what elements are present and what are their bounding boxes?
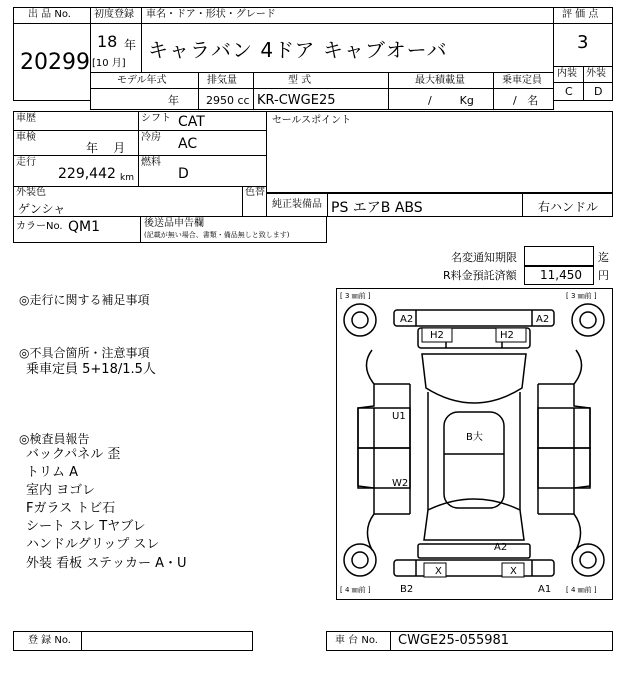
color-no-value: QM1 <box>68 219 101 235</box>
steering-value: 右ハンドル <box>538 200 599 214</box>
damage-mark: X <box>510 566 517 577</box>
inspector-line: 外装 看板 ステッカー A・U <box>26 556 187 571</box>
front-left-wheel <box>344 304 376 336</box>
tire-depth-front-left: [ 3 ㎜前 ] <box>340 292 371 300</box>
name-change-box <box>524 246 594 266</box>
type-label: 型 式 <box>288 75 312 86</box>
damage-mark: B2 <box>400 584 414 595</box>
car-name-label: 車名・ドア・形状・グレード <box>146 9 276 20</box>
history-label: 車歴 <box>16 113 36 124</box>
inspector-line: ハンドルグリップ スレ <box>26 537 160 552</box>
aftermarket-note: (記載が無い場合、書類・備品無しと致します) <box>144 231 290 239</box>
damage-mark: A2 <box>494 542 508 553</box>
interior-label: 内装 <box>557 68 577 79</box>
right-side-profile <box>574 350 590 550</box>
displacement-value: 2950 cc <box>206 94 250 107</box>
rear-face <box>418 544 530 558</box>
damage-mark: W2 <box>392 478 409 489</box>
fuel-value: D <box>178 166 189 182</box>
equipment-value: PS エアB ABS <box>331 200 423 216</box>
aircon-label: 冷房 <box>141 132 161 143</box>
name-change-suffix: 迄 <box>598 251 609 264</box>
lot-label: 出 品 No. <box>28 9 71 20</box>
equipment-label: 純正装備品 <box>272 199 322 210</box>
inspector-line: シート スレ Tヤブレ <box>26 519 146 534</box>
model-year-unit: 年 <box>168 94 179 107</box>
roof <box>444 412 504 508</box>
tire-depth-rear-right: [ 4 ㎜前 ] <box>566 586 597 594</box>
vehicle-diagram <box>336 288 613 600</box>
max-load-value: / Kg <box>428 94 474 107</box>
recycle-label: R料金預託済額 <box>443 269 517 282</box>
first-reg-label: 初度登録 <box>94 9 134 20</box>
driving-notes-title: ◎走行に関する補足事項 <box>19 293 150 307</box>
damage-mark: B大 <box>466 432 483 443</box>
capacity-label: 乗車定員 <box>502 75 542 86</box>
max-load-label: 最大積載量 <box>415 75 465 86</box>
displacement-label: 排気量 <box>207 75 237 86</box>
inspection-label: 車検 <box>16 132 36 143</box>
first-reg-year: 18 <box>97 32 118 51</box>
mileage-value: 229,442 <box>58 166 116 182</box>
mileage-label: 走行 <box>16 157 36 168</box>
color-no-label: カラーNo. <box>16 221 63 232</box>
right-door-lower <box>538 448 590 488</box>
score-label: 評 価 点 <box>562 9 599 20</box>
recycle-value: 11,450 <box>540 268 582 282</box>
sales-points-label: セールスポイント <box>272 115 352 126</box>
name-change-label: 名変通知期限 <box>451 251 517 264</box>
defects-line: 乗車定員 5+18/1.5人 <box>26 362 156 377</box>
damage-mark: H2 <box>430 330 444 341</box>
exterior-label: 外装 <box>586 68 606 79</box>
inspector-line: 室内 ヨゴレ <box>26 483 96 498</box>
interior-grade: C <box>565 85 573 98</box>
damage-mark: A2 <box>536 314 550 325</box>
right-door-upper <box>538 408 590 448</box>
exterior-color-label: 外装色 <box>16 187 46 198</box>
inspector-title: ◎検査員報告 <box>19 432 90 446</box>
damage-mark: H2 <box>500 330 514 341</box>
reg-no-label: 登 録 No. <box>28 635 71 646</box>
type-code: KR-CWGE25 <box>257 93 336 108</box>
windshield <box>422 354 526 403</box>
damage-mark: U1 <box>392 411 406 422</box>
exterior-color-value: ゲンシャ <box>18 202 66 216</box>
mileage-unit: km <box>120 173 134 183</box>
aftermarket-label: 後送品申告欄 <box>144 218 204 229</box>
model-year-label: モデル年式 <box>117 75 167 86</box>
tire-depth-rear-left: [ 4 ㎜前 ] <box>340 586 371 594</box>
inspector-line: Fガラス トビ石 <box>26 501 116 516</box>
chassis-number: CWGE25-055981 <box>398 633 510 648</box>
lot-number: 20299 <box>20 50 90 75</box>
details-left <box>13 111 267 187</box>
rear-window <box>424 499 524 540</box>
aircon-value: AC <box>178 136 198 152</box>
shift-value: CAT <box>178 114 205 130</box>
left-side-profile <box>358 350 374 550</box>
exterior-grade: D <box>594 85 603 98</box>
damage-mark: A1 <box>538 584 552 595</box>
shift-label: シフト <box>141 113 171 124</box>
damage-mark: A2 <box>400 314 414 325</box>
inspector-line: トリム A <box>26 465 79 480</box>
inspection-value: 年 月 <box>86 141 126 155</box>
front-right-wheel <box>572 304 604 336</box>
score-value: 3 <box>577 32 589 53</box>
inspector-line: バックパネル 歪 <box>26 447 121 462</box>
defects-title: ◎不具合箇所・注意事項 <box>19 346 150 360</box>
damage-mark: X <box>435 566 442 577</box>
tire-depth-front-right: [ 3 ㎜前 ] <box>566 292 597 300</box>
capacity-value: / 名 <box>513 94 539 107</box>
repaint-label: 色替 <box>245 187 265 198</box>
car-name: キャラバン 4ドア キャブオーバ <box>148 38 448 62</box>
year-unit: 年 <box>124 38 137 52</box>
chassis-label: 車 台 No. <box>335 635 378 646</box>
recycle-unit: 円 <box>598 269 609 282</box>
rear-bumper <box>394 560 554 576</box>
front-bumper <box>394 310 554 326</box>
first-reg-month: [10 月] <box>92 58 126 69</box>
fuel-label: 燃料 <box>141 157 161 168</box>
